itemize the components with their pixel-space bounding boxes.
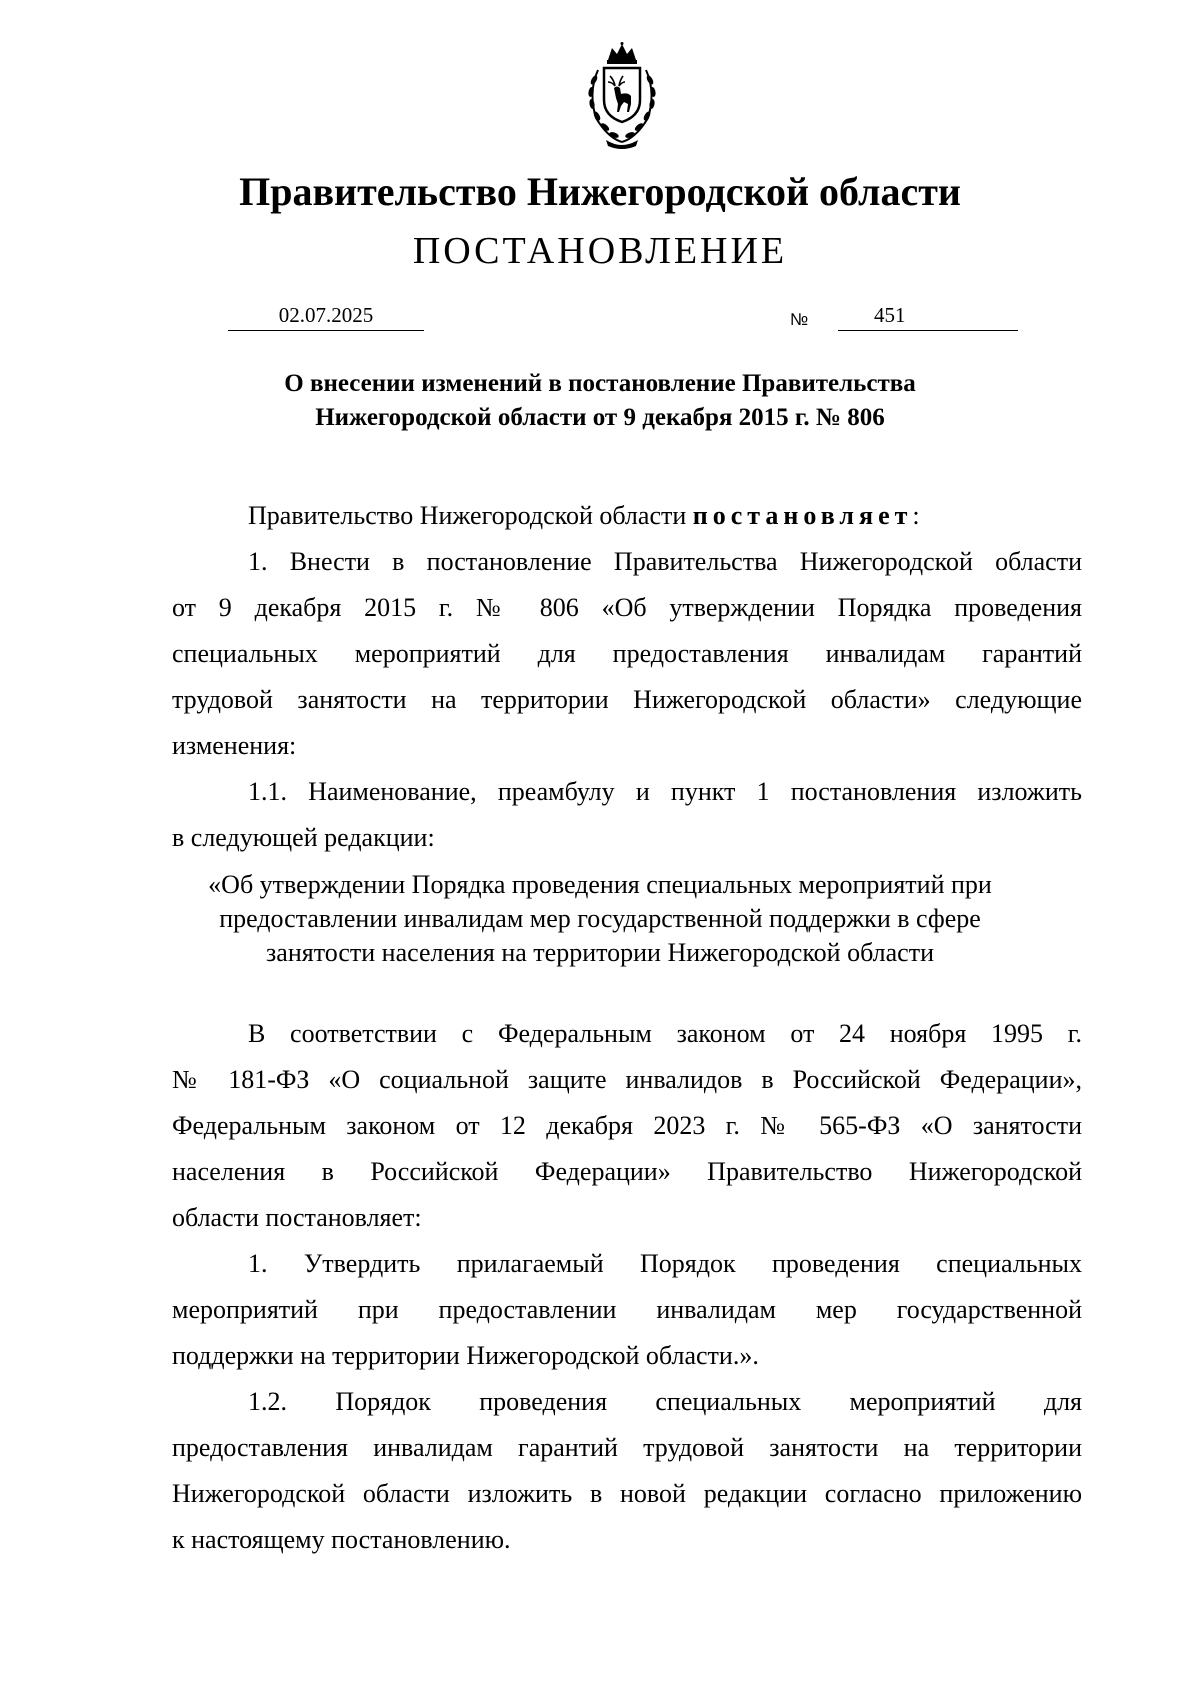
paragraph-line: 1.2. Порядок проведения специальных мероприятий для [248, 1387, 1082, 1416]
organization-title: Правительство Нижегородской области [239, 169, 961, 214]
paragraph-line: в следующей редакции: [172, 823, 435, 852]
intro-verb: постановляет [692, 501, 913, 530]
item-line: мероприятий при предоставлении инвалидам мер государственной [172, 1295, 1082, 1324]
intro-suffix: : [912, 501, 920, 530]
paragraph-line: 1. Внести в постановление Правительства Нижегородской области [248, 547, 1082, 576]
quoted-title-line: «Об утверждении Порядка проведения специальных мероприятий при [208, 870, 992, 899]
intro-line [248, 492, 1082, 540]
coat-of-arms-emblem [570, 42, 674, 152]
item-line: 1. Утвердить прилагаемый Порядок проведения специальных [248, 1249, 1082, 1278]
document-number: 451 [874, 303, 906, 327]
paragraph-line: к настоящему постановлению. [172, 1525, 511, 1554]
preamble-line: Федеральным законом от 12 декабря 2023 г. № 565-ФЗ «О занятости [172, 1111, 1082, 1140]
document-type: ПОСТАНОВЛЕНИЕ [412, 230, 788, 272]
quoted-title-line: занятости населения на территории Нижегородской области [266, 938, 934, 967]
subject-line: О внесении изменений в постановление Правительства [284, 370, 916, 397]
preamble-line: № 181-ФЗ «О социальной защите инвалидов в Российской Федерации», [172, 1065, 1082, 1094]
paragraph-line: изменения: [172, 731, 297, 760]
paragraph-line: трудовой занятости на территории Нижегородской области» следующие [172, 685, 1082, 714]
paragraph-line: специальных мероприятий для предоставления инвалидам гарантий [172, 639, 1082, 668]
number-field [838, 300, 1018, 331]
paragraph-line: Нижегородской области изложить в новой редакции согласно приложению [172, 1479, 1082, 1508]
number-sign: № [790, 310, 809, 329]
subject-line: Нижегородской области от 9 декабря 2015 г. № 806 [315, 404, 885, 431]
paragraph-line: 1.1. Наименование, преамбулу и пункт 1 постановления изложить [248, 777, 1082, 806]
document-subject [0, 367, 1200, 435]
preamble-line: области постановляет: [172, 1203, 422, 1232]
document-date: 02.07.2025 [278, 303, 374, 327]
preamble-line: В соответствии с Федеральным законом от 24 ноября 1995 г. [248, 1019, 1082, 1048]
paragraph-line: предоставления инвалидам гарантий трудовой занятости на территории [172, 1433, 1082, 1462]
paragraph-line: от 9 декабря 2015 г. № 806 «Об утверждении Порядка проведения [172, 593, 1082, 622]
quoted-title-line: предоставлении инвалидам мер государственной поддержки в сфере [219, 904, 981, 933]
intro-prefix: Правительство Нижегородской области [248, 501, 687, 530]
item-line: поддержки на территории Нижегородской области.». [172, 1341, 759, 1370]
preamble-line: населения в Российской Федерации» Правительство Нижегородской [172, 1157, 1082, 1186]
date-field [228, 300, 424, 331]
